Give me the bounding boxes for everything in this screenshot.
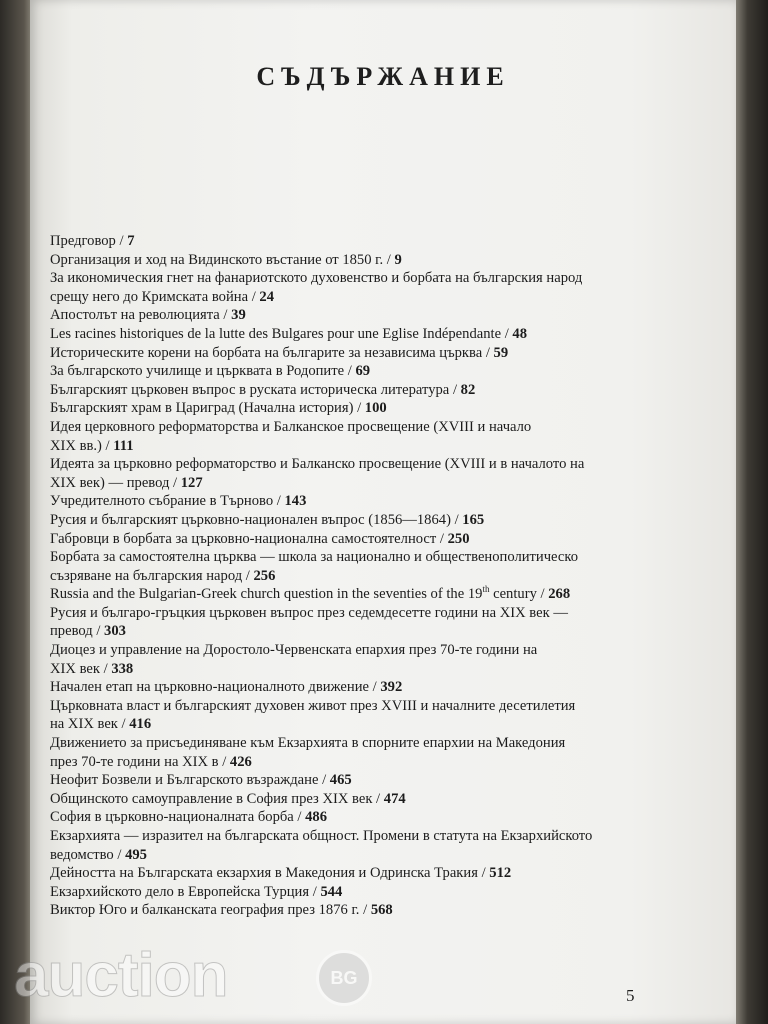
toc-entry-page: 416 <box>129 716 152 733</box>
watermark-text: auction <box>14 941 228 1010</box>
toc-entry <box>50 325 658 344</box>
toc-entry-title: Предговор / <box>50 233 128 249</box>
toc-entry-title: Апостолът на революцията / <box>50 307 232 324</box>
toc-entry <box>50 883 658 902</box>
toc-entry-page: 392 <box>380 679 403 696</box>
toc-entry-page: 165 <box>462 511 485 528</box>
toc-entry <box>50 511 658 530</box>
toc-entry-page: 568 <box>370 902 393 919</box>
toc-entry-title: Българският църковен въпрос в руската историческа литература / <box>50 381 461 398</box>
toc-entry-title: Идеята за църковно реформаторство и Балканско просвещение (XVIII и в началото на <box>50 456 585 473</box>
toc-entry-page: 9 <box>394 251 402 268</box>
toc-entry-superscript: th <box>482 584 490 595</box>
toc-entry-title: Историческите корени на борбата на българите за независима църква / <box>50 344 494 361</box>
toc-entry <box>50 492 658 511</box>
auction-watermark <box>14 940 374 1010</box>
toc-entry <box>50 901 658 920</box>
toc-entry-page: 69 <box>355 363 371 380</box>
toc-entry-page: 495 <box>125 846 147 863</box>
toc-entry-title: Начален етап на църковно-националното движение / <box>50 679 381 696</box>
book-page <box>30 0 736 1024</box>
toc-entry <box>50 455 658 492</box>
toc-entry-title: на XIX век / <box>50 716 130 733</box>
toc-entry <box>50 734 658 771</box>
toc-entry-title: Общинското самоуправление в София през XIX век / <box>50 790 384 807</box>
toc-entry <box>50 827 658 864</box>
watermark-badge: BG <box>316 950 372 1006</box>
toc-entry-page: 48 <box>512 325 527 342</box>
toc-entry <box>50 771 658 790</box>
toc-entry <box>50 232 658 251</box>
toc-entry <box>50 381 658 400</box>
toc-entry-page: 39 <box>231 307 246 324</box>
toc-entry-title: century / <box>489 586 549 603</box>
toc-entry-title: Екзархийското дело в Европейска Турция / <box>50 883 321 900</box>
toc-entry-page: 111 <box>113 437 134 454</box>
toc-entry <box>50 269 658 306</box>
toc-entry-page: 127 <box>180 474 203 491</box>
toc-entry-title: Българският храм в Цариград (Начална история) / <box>50 400 365 417</box>
toc-entry-page: 544 <box>320 883 343 900</box>
toc-entry <box>50 697 658 734</box>
toc-entry-page: 486 <box>305 809 328 826</box>
toc-entry-title: Габровци в борбата за църковно-национална самостоятелност / <box>50 530 448 547</box>
toc-entry-page: 100 <box>364 400 387 417</box>
toc-entry-title: Идея церковного реформаторства и Балканское просвещение (XVIII и начало <box>50 418 532 435</box>
toc-entry-page: 512 <box>489 865 512 882</box>
toc-entry <box>50 530 658 549</box>
toc-entry <box>50 678 658 697</box>
toc-entry <box>50 604 658 641</box>
table-of-contents <box>50 232 658 920</box>
toc-entry <box>50 864 658 883</box>
toc-entry-page: 303 <box>104 623 126 640</box>
toc-entry-title: Les racines historiques de la lutte des Bulgares pour une Eglise Indépendante / <box>50 325 513 342</box>
toc-entry <box>50 808 658 827</box>
toc-entry <box>50 251 658 270</box>
toc-entry-title: Виктор Юго и балканската география през 1876 г. / <box>50 902 371 919</box>
toc-entry-page: 59 <box>493 344 509 361</box>
toc-entry <box>50 585 658 604</box>
toc-entry-title: съзряване на българския народ / <box>50 567 254 584</box>
page-title: СЪДЪРЖАНИЕ <box>256 62 510 91</box>
toc-entry-title: За икономическия гнет на фанариотското духовенство и борбата на българския народ <box>50 270 583 287</box>
toc-entry-title: срещу него до Кримската война / <box>50 288 260 305</box>
toc-entry <box>50 790 658 809</box>
toc-entry-page: 426 <box>229 753 252 770</box>
toc-entry-title: ведомство / <box>50 846 126 863</box>
toc-entry-title: XIX век) — превод / <box>50 474 181 491</box>
toc-entry <box>50 548 658 585</box>
toc-entry-title: превод / <box>50 623 105 640</box>
toc-entry-title: София в църковно-националната борба / <box>50 809 306 826</box>
toc-entry-title: Диоцез и управление на Доростоло-Червенската епархия през 70-те години на <box>50 642 538 659</box>
toc-entry-title: Русия и българският църковно-национален въпрос (1856—1864) / <box>50 511 463 528</box>
toc-entry-title: За българското училище и църквата в Родопите / <box>50 363 356 380</box>
toc-entry-page: 256 <box>253 567 276 584</box>
right-backdrop <box>734 0 768 1024</box>
toc-entry-page: 338 <box>111 660 134 677</box>
toc-entry-page: 143 <box>284 493 307 510</box>
toc-entry-page: 474 <box>383 790 406 807</box>
toc-entry <box>50 641 658 678</box>
toc-entry-title: Русия и българо-гръцкия църковен въпрос през седемдесетте години на XIX век — <box>50 604 568 621</box>
toc-entry-page: 24 <box>259 288 274 305</box>
toc-entry-title: Дейността на Българската екзархия в Македония и Одринска Тракия / <box>50 865 490 882</box>
toc-entry-title: Организация и ход на Видинското въстание от 1850 г. / <box>50 251 395 268</box>
toc-entry-title: Неофит Бозвели и Българското възраждане / <box>50 772 330 789</box>
toc-entry-title: Борбата за самостоятелна църква — школа за национално и общественополитическо <box>50 549 579 566</box>
toc-entry <box>50 306 658 325</box>
toc-entry-page: 268 <box>548 586 571 603</box>
toc-entry-page: 7 <box>127 233 135 249</box>
toc-entry-page: 82 <box>460 381 476 398</box>
toc-entry-title: XIX век / <box>50 660 112 677</box>
toc-entry <box>50 418 658 455</box>
toc-entry-title: Църковната власт и българският духовен живот през XVIII и началните десетилетия <box>50 697 576 714</box>
toc-entry <box>50 344 658 363</box>
toc-entry-title: XIX вв.) / <box>50 437 114 454</box>
toc-entry-title: през 70-те години на XIX в / <box>50 753 230 770</box>
toc-entry <box>50 362 658 381</box>
toc-entry-page: 250 <box>447 530 470 547</box>
toc-entry-title: Екзархията — изразител на българската общност. Промени в статута на Екзархийското <box>50 828 593 844</box>
toc-entry-title: Учредителното събрание в Търново / <box>50 493 285 510</box>
page-number: 5 <box>626 986 635 1005</box>
toc-entry-title: Russia and the Bulgarian-Greek church question in the seventies of the 19 <box>50 586 483 603</box>
toc-entry <box>50 399 658 418</box>
toc-entry-title: Движението за присъединяване към Екзархията в спорните епархии на Македония <box>50 735 566 752</box>
toc-entry-page: 465 <box>329 772 352 789</box>
